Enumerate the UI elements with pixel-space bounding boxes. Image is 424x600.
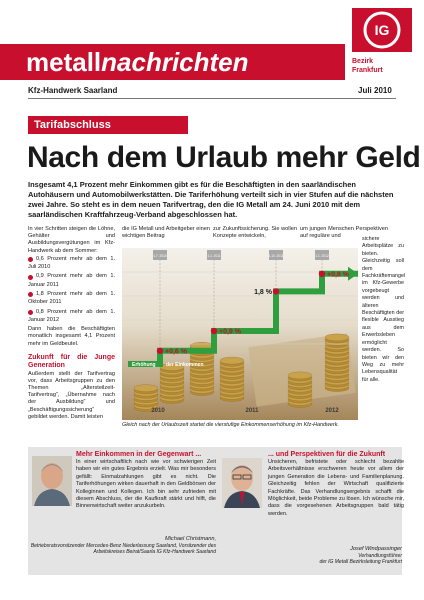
portrait-photo-christmann	[32, 456, 72, 506]
edition-label: Kfz-Handwerk Saarland	[28, 86, 118, 95]
header-divider	[28, 98, 396, 99]
chart-step-marker	[211, 328, 217, 334]
chart-x-tick-label: 2012	[325, 408, 339, 414]
portrait-photo-windpassinger	[222, 458, 262, 508]
bullet-dot-icon	[28, 275, 33, 280]
subheading-junge-generation: Zukunft für die Junge Generation	[28, 353, 115, 370]
article-column-3: zur Zukunftssicherung. Sie wollen Konzepte entwickeln,	[213, 226, 297, 240]
ig-metall-logo	[352, 8, 416, 75]
bullet-dot-icon	[28, 257, 33, 262]
quote-right-role-1: Verhandlungsführer	[358, 553, 402, 559]
chart-step-marker	[319, 271, 325, 277]
chart-data-label: +0,8 %	[327, 271, 349, 279]
quote-left-signature: Michael Christmann,	[165, 536, 216, 542]
article-column-1	[28, 226, 115, 421]
column-1-summary: Dann haben die Beschäftigten monatlich insgesamt 4,1 Prozent mehr im Geldbeutel.	[28, 326, 115, 347]
chart-date-tag-label: 1.10. 2011	[268, 254, 284, 258]
logo-label-frankfurt: Frankfurt	[352, 67, 383, 74]
chart-caption: Gleich nach der Urlaubszeit startet die vierstufige Einkommenserhöhung im Kfz-Handwerk.	[122, 422, 339, 428]
quote-right-text: Unsicheren, befristete oder schlecht bezahlte Arbeitsverhältnisse erschweren heute vor allem der jungen Generation die Lebens- und Familienplanung. Gleichzeitig fehlen der Wirtschaft qualifizierte Fachkräfte. Das Verhandlungsergebnis schafft die Möglichkeit, beide Probleme zu lösen. Ich wünsche mir, dass die vorgesehenen Arbeitsgruppen bald tätig werden.	[268, 459, 404, 517]
tariff-step-chart	[122, 248, 358, 420]
logo-label-bezirk: Bezirk	[352, 58, 374, 65]
chart-date-tag-label: 1.1. 2011	[207, 254, 221, 258]
chart-annotation-2: der Einkommen	[166, 362, 204, 368]
raise-bullet-1: 0,6 Prozent mehr ab dem 1. Juli 2010	[28, 255, 115, 271]
quote-left-text: In einer wirtschaftlich nach wie vor schwierigen Zeit haben wir ein gutes Ergebnis erzielt. Was mir besonders gefällt: Einmalzahlungen gibt es nicht. Die Tariferhöhungen wirken dauerhaft in den Geldbörsen der Kolleginnen und Kollegen. Ich bin sehr zufrieden mit diesem Abschluss, der die Kaufkraft stärkt und hilft, die Binnenwirtschaft weiter anzukurbeln.	[76, 459, 216, 510]
bullet-dot-icon	[28, 292, 33, 297]
chart-x-tick-label: 2011	[245, 408, 259, 414]
quote-left-title: Mehr Einkommen in der Gegenwart ...	[76, 451, 202, 458]
headline: Nach dem Urlaub mehr Geld	[27, 141, 421, 174]
lead-paragraph: Insgesamt 4,1 Prozent mehr Einkommen gibt es für die Beschäftigten in den saarländischen Autohäusern und Automobilwerkstätten. Die Tariferhöhung verteilt sich in vier Stufen auf die nächsten zwei Jahre. So steht es in dem neuen Tarifvertrag, den die IG Metall am 24. Juni 2010 mit dem saarländischen Kraftfahrzeug-Verband abgeschlossen hat.	[28, 180, 394, 219]
quote-left-role: Betriebsratsvorsitzender Mercedes-Benz Niederlassung Saarland, Vorsitzender des Arbeitskreises Beirat/Saarla IG Kfz-Handwerk Saarland	[30, 543, 216, 556]
quote-right-role-2: der IG Metall Bezirksleitung Frankfurt	[319, 559, 402, 566]
raise-bullet-3: 1,8 Prozent mehr ab dem 1. Oktober 2011	[28, 291, 115, 306]
chart-data-label: 1,8 %	[254, 288, 272, 296]
column-1-text: Außerdem stellt der Tarifvertrag vor, dass Arbeitsgruppen zu den Themen „Altersteilzeit-Tarifvertrag“, „Übernahme nach der Ausbildung“ und „Beschäftigungssicherung“ gebildet werden. Damit leisten	[28, 370, 115, 420]
chart-step-marker	[157, 348, 163, 354]
article-column-2: die IG Metall und Arbeitgeber einen wichtigen Beitrag	[122, 226, 210, 240]
issue-date: Juli 2010	[358, 86, 392, 95]
chart-data-label: +0,6 %	[165, 348, 187, 356]
chart-date-tag-label: 1.7. 2010	[153, 254, 167, 258]
quote-right-signature: Josef Windpassinger	[350, 546, 402, 552]
chart-date-tag-label: 1.1. 2012	[315, 254, 329, 258]
chart-data-label: +0,9 %	[219, 328, 241, 336]
bullet-dot-icon	[28, 310, 33, 315]
raise-bullet-2: 0,9 Prozent mehr ab dem 1. Januar 2011	[28, 273, 115, 288]
svg-text:IG: IG	[374, 22, 390, 38]
article-column-4: um jungen Menschen Perspektiven auf reguläre und	[300, 226, 388, 240]
chart-annotation-1: Erhöhung	[132, 362, 156, 368]
chart-x-tick-label: 2010	[151, 408, 165, 414]
chart-step-marker	[273, 288, 279, 294]
section-tag: Tarifabschluss	[28, 116, 188, 134]
article-column-5: sichere Arbeitsplätze zu bieten. Gleichzeitig soll dem Fachkräftemangel im Kfz-Gewerbe vorgebeugt werden und älteren Beschäftigten der flexible Ausstieg aus dem Erwerbsleben ermöglicht werden. So bieten wir den Weg zu mehr Lebensqualität für alle.	[362, 236, 406, 383]
ig-metall-logo-icon	[352, 8, 412, 52]
raise-bullet-4: 0,8 Prozent mehr ab dem 1. Januar 2012	[28, 308, 115, 323]
quote-right-title: ... und Perspektiven für die Zukunft	[268, 451, 386, 458]
column-1-intro: In vier Schritten steigen die Löhne, Gehälter und Ausbildungsvergütungen im Kfz-Handwerk ab dem Sommer:	[28, 226, 115, 254]
newsletter-title: metallnachrichten	[26, 47, 249, 77]
